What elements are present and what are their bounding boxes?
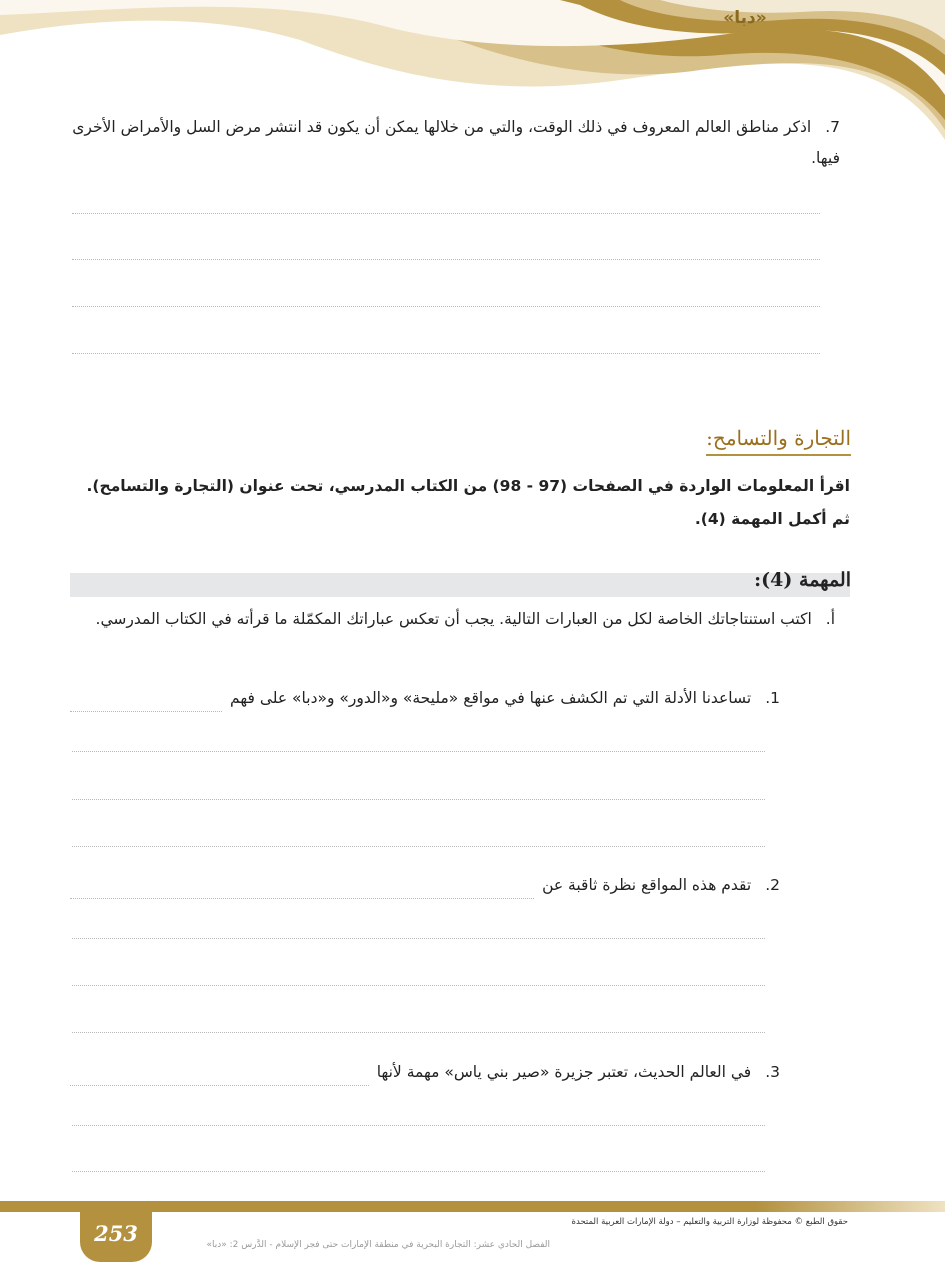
answer-line[interactable]	[72, 306, 820, 307]
lesson-header-title: «دبا»	[723, 8, 767, 28]
answer-line[interactable]	[72, 985, 765, 986]
answer-line[interactable]	[72, 259, 820, 260]
task-item-2	[70, 871, 780, 899]
item-blank[interactable]	[70, 693, 222, 712]
answer-line[interactable]	[72, 1032, 765, 1033]
task-title: المهمة (4):	[754, 569, 851, 591]
task-instruction	[70, 603, 835, 636]
answer-line[interactable]	[72, 799, 765, 800]
item-text: في العالم الحديث، تعتبر جزيرة «صير بني ياس» مهمة لأنها	[376, 1063, 752, 1081]
item-blank[interactable]	[70, 880, 534, 899]
question-7	[70, 112, 840, 174]
page-number: 253	[80, 1206, 152, 1262]
task-item-1	[70, 684, 780, 712]
item-blank[interactable]	[70, 1067, 369, 1086]
instruction-label: أ.	[825, 610, 835, 628]
question-text: اذكر مناطق العالم المعروف في ذلك الوقت، والتي من خلالها يمكن أن يكون قد انتشر مرض السل والأمراض الأخرى فيها.	[72, 118, 840, 167]
item-number: 3.	[765, 1063, 780, 1081]
reading-instruction: اقرأ المعلومات الواردة في الصفحات (97 - 98) من الكتاب المدرسي، تحت عنوان (التجارة والتسامح). ثم أكمل المهمة (4).	[86, 477, 850, 528]
answer-line[interactable]	[72, 846, 765, 847]
task-heading-bar	[70, 573, 850, 597]
answer-line[interactable]	[72, 353, 820, 354]
answer-line[interactable]	[72, 1171, 765, 1172]
chapter-info: الفصل الحادي عشر: التجارة البحرية في منطقة الإمارات حتى فجر الإسلام - الدَّرس 2: «دبا»	[206, 1240, 550, 1250]
answer-line[interactable]	[72, 938, 765, 939]
answer-line[interactable]	[72, 751, 765, 752]
item-number: 1.	[765, 689, 780, 707]
item-number: 2.	[765, 876, 780, 894]
instruction-text: اكتب استنتاجاتك الخاصة لكل من العبارات التالية. يجب أن تعكس عباراتك المكمّلة ما قرأته في الكتاب المدرسي.	[95, 610, 812, 628]
copyright-notice: حقوق الطبع © محفوظة لوزارة التربية والتعليم – دولة الإمارات العربية المتحدة	[571, 1217, 848, 1227]
answer-line[interactable]	[72, 213, 820, 214]
item-text: تساعدنا الأدلة التي تم الكشف عنها في مواقع «مليحة» و«الدور» و«دبا» على فهم	[230, 689, 752, 707]
task-item-3	[70, 1058, 780, 1086]
item-text: تقدم هذه المواقع نظرة ثاقبة عن	[542, 876, 752, 894]
question-number: 7.	[825, 118, 840, 136]
section-title: التجارة والتسامح:	[706, 426, 851, 456]
answer-line[interactable]	[72, 1125, 765, 1126]
